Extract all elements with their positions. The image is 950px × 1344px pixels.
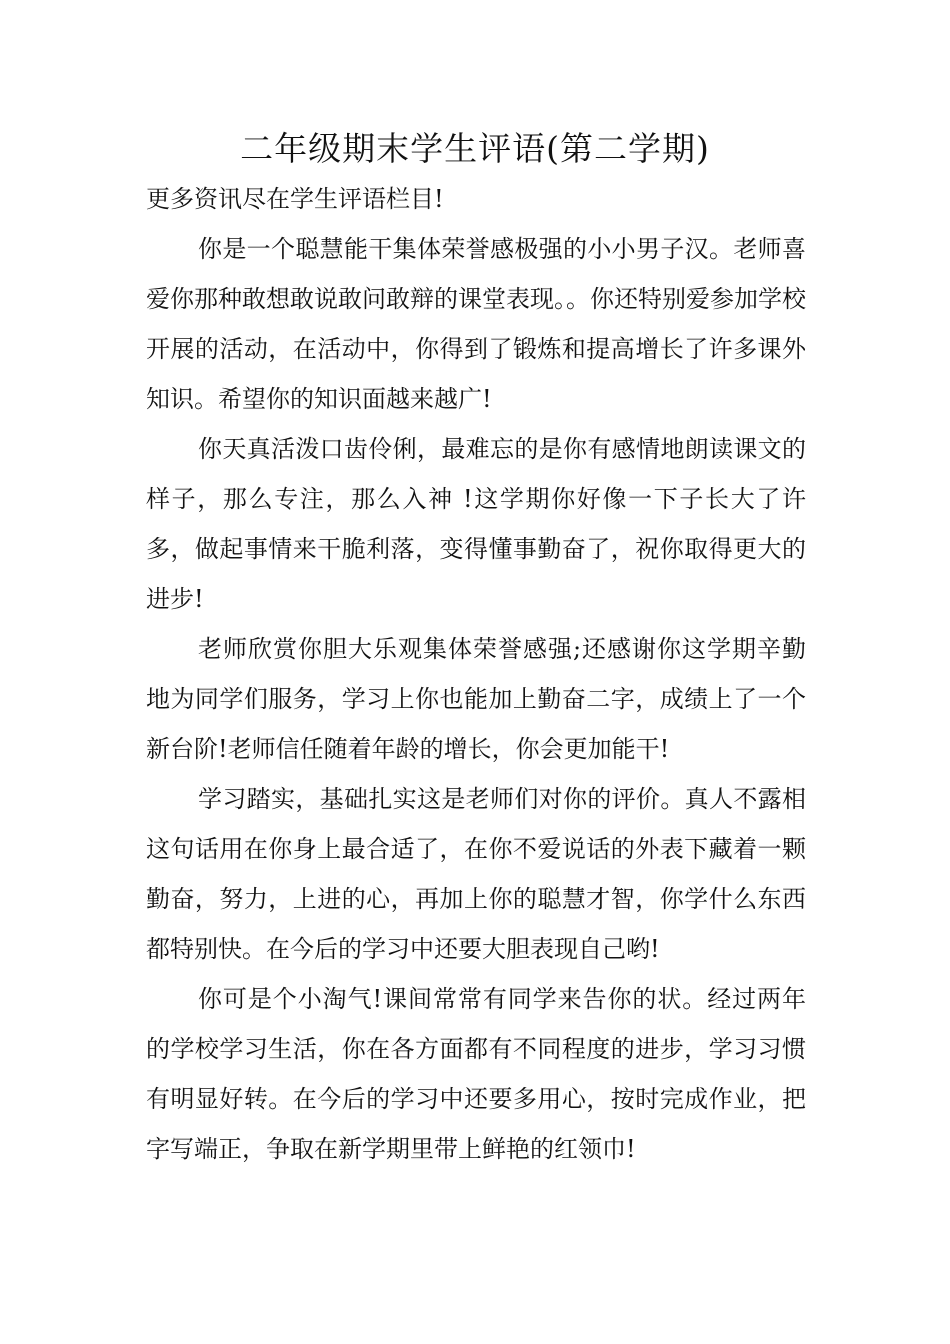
- intro-line: 更多资讯尽在学生评语栏目!: [146, 185, 444, 213]
- document-title: 二年级期末学生评语(第二学期): [240, 129, 710, 168]
- paragraph-1: 你是一个聪慧能干集体荣誉感极强的小小男子汉。老师喜爱你那种敢想敢说敢问敢辩的课堂表现。。你还特别爱参加学校开展的活动，在活动中，你得到了锻炼和提高增长了许多课外知识。希望你的知识面越来越广!: [146, 235, 806, 413]
- paragraph-2: 你天真活泼口齿伶俐，最难忘的是你有感情地朗读课文的样子，那么专注，那么入神 !这学期你好像一下子长大了许多，做起事情来干脆利落，变得懂事勤奋了，祝你取得更大的进步!: [146, 435, 806, 613]
- paragraph-4: 学习踏实，基础扎实这是老师们对你的评价。真人不露相这句话用在你身上最合适了，在你不爱说话的外表下藏着一颗勤奋，努力，上进的心，再加上你的聪慧才智，你学什么东西都特别快。在今后的学习中还要大胆表现自己哟!: [146, 785, 806, 963]
- document-body: [146, 174, 806, 1174]
- paragraph-5: 你可是个小淘气!课间常常有同学来告你的状。经过两年的学校学习生活，你在各方面都有不同程度的进步，学习习惯有明显好转。在今后的学习中还要多用心，按时完成作业，把字写端正，争取在新学期里带上鲜艳的红领巾!: [146, 985, 806, 1163]
- paragraph-3: 老师欣赏你胆大乐观集体荣誉感强;还感谢你这学期辛勤地为同学们服务，学习上你也能加上勤奋二字，成绩上了一个新台阶!老师信任随着年龄的增长，你会更加能干!: [146, 635, 806, 763]
